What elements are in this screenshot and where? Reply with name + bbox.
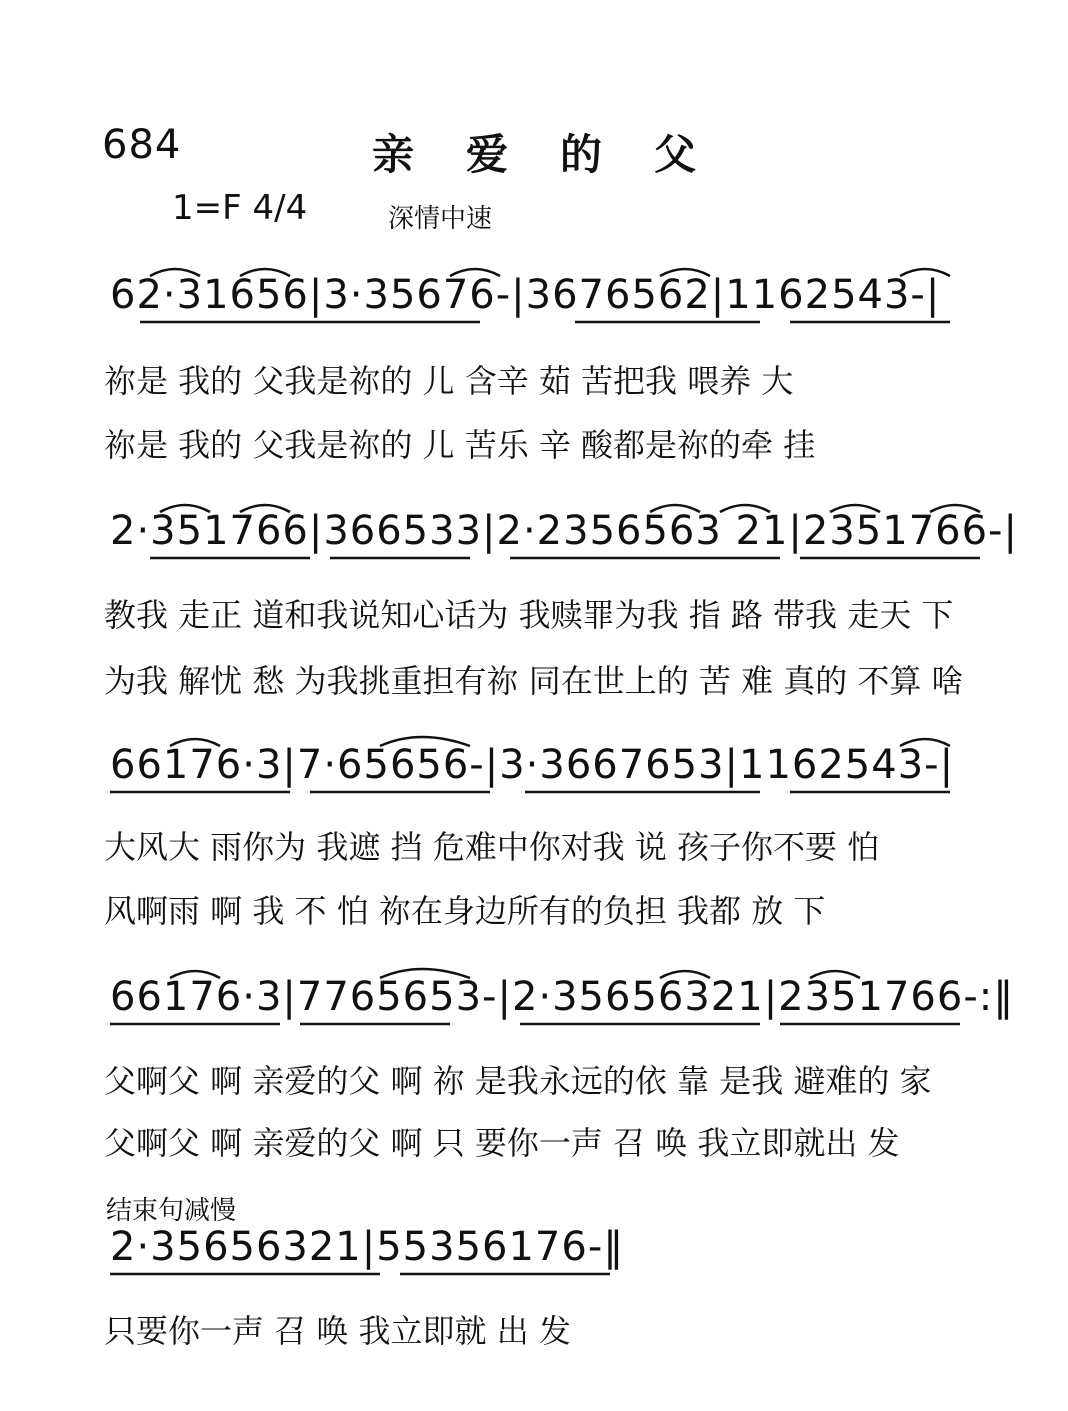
notation-line-5: 2·35656321|55356176-‖ [110, 1224, 625, 1270]
lyric-line-4-verse-1: 父啊父 啊 亲爱的父 啊 祢 是我永远的依 靠 是我 避难的 家 [104, 1062, 932, 1100]
lyric-line-2-verse-2: 为我 解忧 愁 为我挑重担有祢 同在世上的 苦 难 真的 不算 啥 [104, 662, 964, 700]
lyric-line-1-verse-2: 祢是 我的 父我是祢的 儿 苦乐 辛 酸都是祢的牵 挂 [104, 426, 816, 464]
tempo-marking: 深情中速 [388, 204, 493, 234]
ending-instruction: 结束句减慢 [106, 1196, 237, 1226]
notation-line-3: 66176·3|7·65656-|3·3667653|1162543-| [110, 742, 955, 788]
lyric-line-2-verse-1: 教我 走正 道和我说知心话为 我赎罪为我 指 路 带我 走天 下 [104, 596, 954, 634]
lyric-line-3-verse-1: 大风大 雨你为 我遮 挡 危难中你对我 说 孩子你不要 怕 [104, 828, 880, 866]
lyric-line-5: 只要你一声 召 唤 我立即就 出 发 [104, 1312, 571, 1350]
hymn-number: 684 [102, 122, 182, 168]
notation-line-1: 62·31656|3·35676-|3676562|1162543-| [110, 272, 941, 318]
lyric-line-1-verse-1: 祢是 我的 父我是祢的 儿 含辛 茹 苦把我 喂养 大 [104, 362, 794, 400]
lyric-line-4-verse-2: 父啊父 啊 亲爱的父 啊 只 要你一声 召 唤 我立即就出 发 [104, 1124, 900, 1162]
key-and-time-signature: 1=F 4/4 [172, 188, 308, 228]
notation-line-2: 2·351766|366533|2·2356563 21|2351766-| [110, 508, 1018, 554]
lyric-line-3-verse-2: 风啊雨 啊 我 不 怕 祢在身边所有的负担 我都 放 下 [104, 892, 826, 930]
hymn-title: 亲爱的父 [372, 130, 749, 179]
notation-line-4: 66176·3|7765653-|2·35656321|2351766-:‖ [110, 974, 1015, 1020]
